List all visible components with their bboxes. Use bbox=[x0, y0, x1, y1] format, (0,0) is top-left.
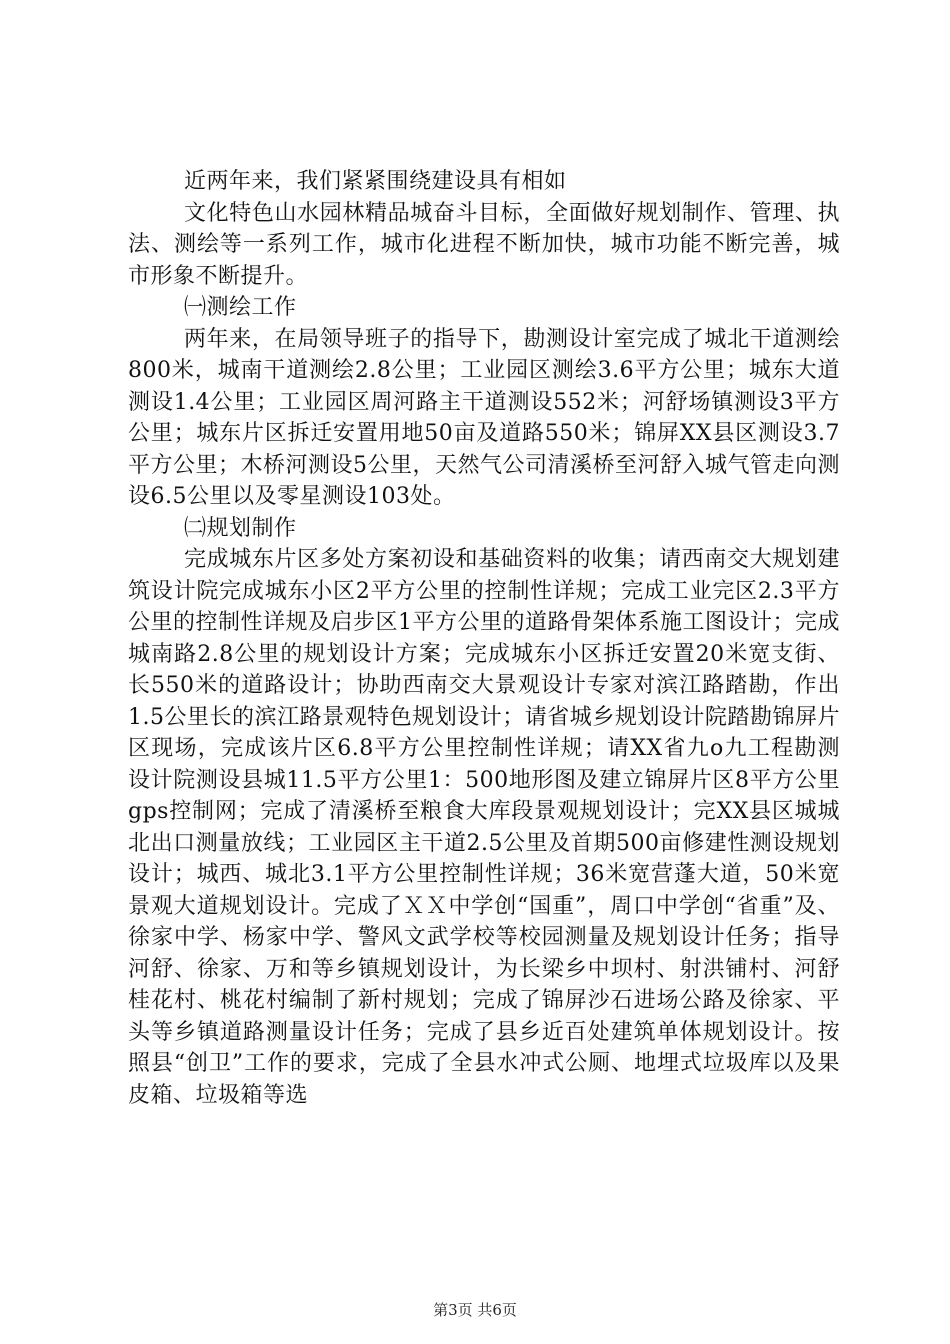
paragraph-planning: 完成城东片区多处方案初设和基础资料的收集；请西南交大规划建筑设计院完成城东小区2平方公里的控制性详规；完成工业完区2.3平方公里的控制性详规及启步区1平方公里的道路骨架体系施工图设计；完成城南路2.8公里的规划设计方案；完成城东小区拆迁安置20米宽支街、长550米的道路设计；协助西南交大景观设计专家对滨江路踏勘，作出1.5公里长的滨江路景观特色规划设计；请省城乡规划设计院踏勘锦屏片区现场，完成该片区6.8平方公里控制性详规；请XX省九o九工程勘测设计院测设县城11.5平方公里1：500地形图及建立锦屏片区8平方公里gps控制网；完成了清溪桥至粮食大库段景观规划设计；完XX县区城城北出口测量放线；工业园区主干道2.5公里及首期500亩修建性测设规划设计；城西、城北3.1平方公里控制性详规；36米宽营蓬大道，50米宽景观大道规划设计。完成了ＸＸ中学创“国重”，周口中学创“省重”及、徐家中学、杨家中学、警风文武学校等校园测量及规划设计任务；指导河舒、徐家、万和等乡镇规划设计，为长梁乡中坝村、射洪铺村、河舒桂花村、桃花村编制了新村规划；完成了锦屏沙石进场公路及徐家、平头等乡镇道路测量设计任务；完成了县乡近百处建筑单体规划设计。按照县“创卫”工作的要求，完成了全县水冲式公厕、地埋式垃圾库以及果皮箱、垃圾箱等选 bbox=[128, 547, 840, 1108]
paragraph-goals: 文化特色山水园林精品城奋斗目标，全面做好规划制作、管理、执法、测绘等一系列工作，城市化进程不断加快，城市功能不断完善，城市形象不断提升。 bbox=[128, 200, 840, 289]
paragraph-surveying: 两年来，在局领导班子的指导下，勘测设计室完成了城北干道测绘800米，城南干道测绘2.8公里；工业园区测绘3.6平方公里；城东大道测设1.4公里；工业园区周河路主干道测设552米；河舒场镇测设3平方公里；城东片区拆迁安置用地50亩及道路550米；锦屏XX县区测设3.7平方公里；木桥河测设5公里，天然气公司清溪桥至河舒入城气管走向测设6.5公里以及零星测设103处。 bbox=[128, 326, 840, 509]
section-heading-surveying: ㈠测绘工作 bbox=[184, 295, 297, 320]
paragraph-intro: 近两年来，我们紧紧围绕建设具有相如 bbox=[184, 169, 567, 194]
document-body bbox=[128, 166, 840, 1111]
section-heading-planning: ㈡规划制作 bbox=[184, 515, 297, 541]
page-number-footer: 第3页 共6页 bbox=[433, 1301, 517, 1319]
